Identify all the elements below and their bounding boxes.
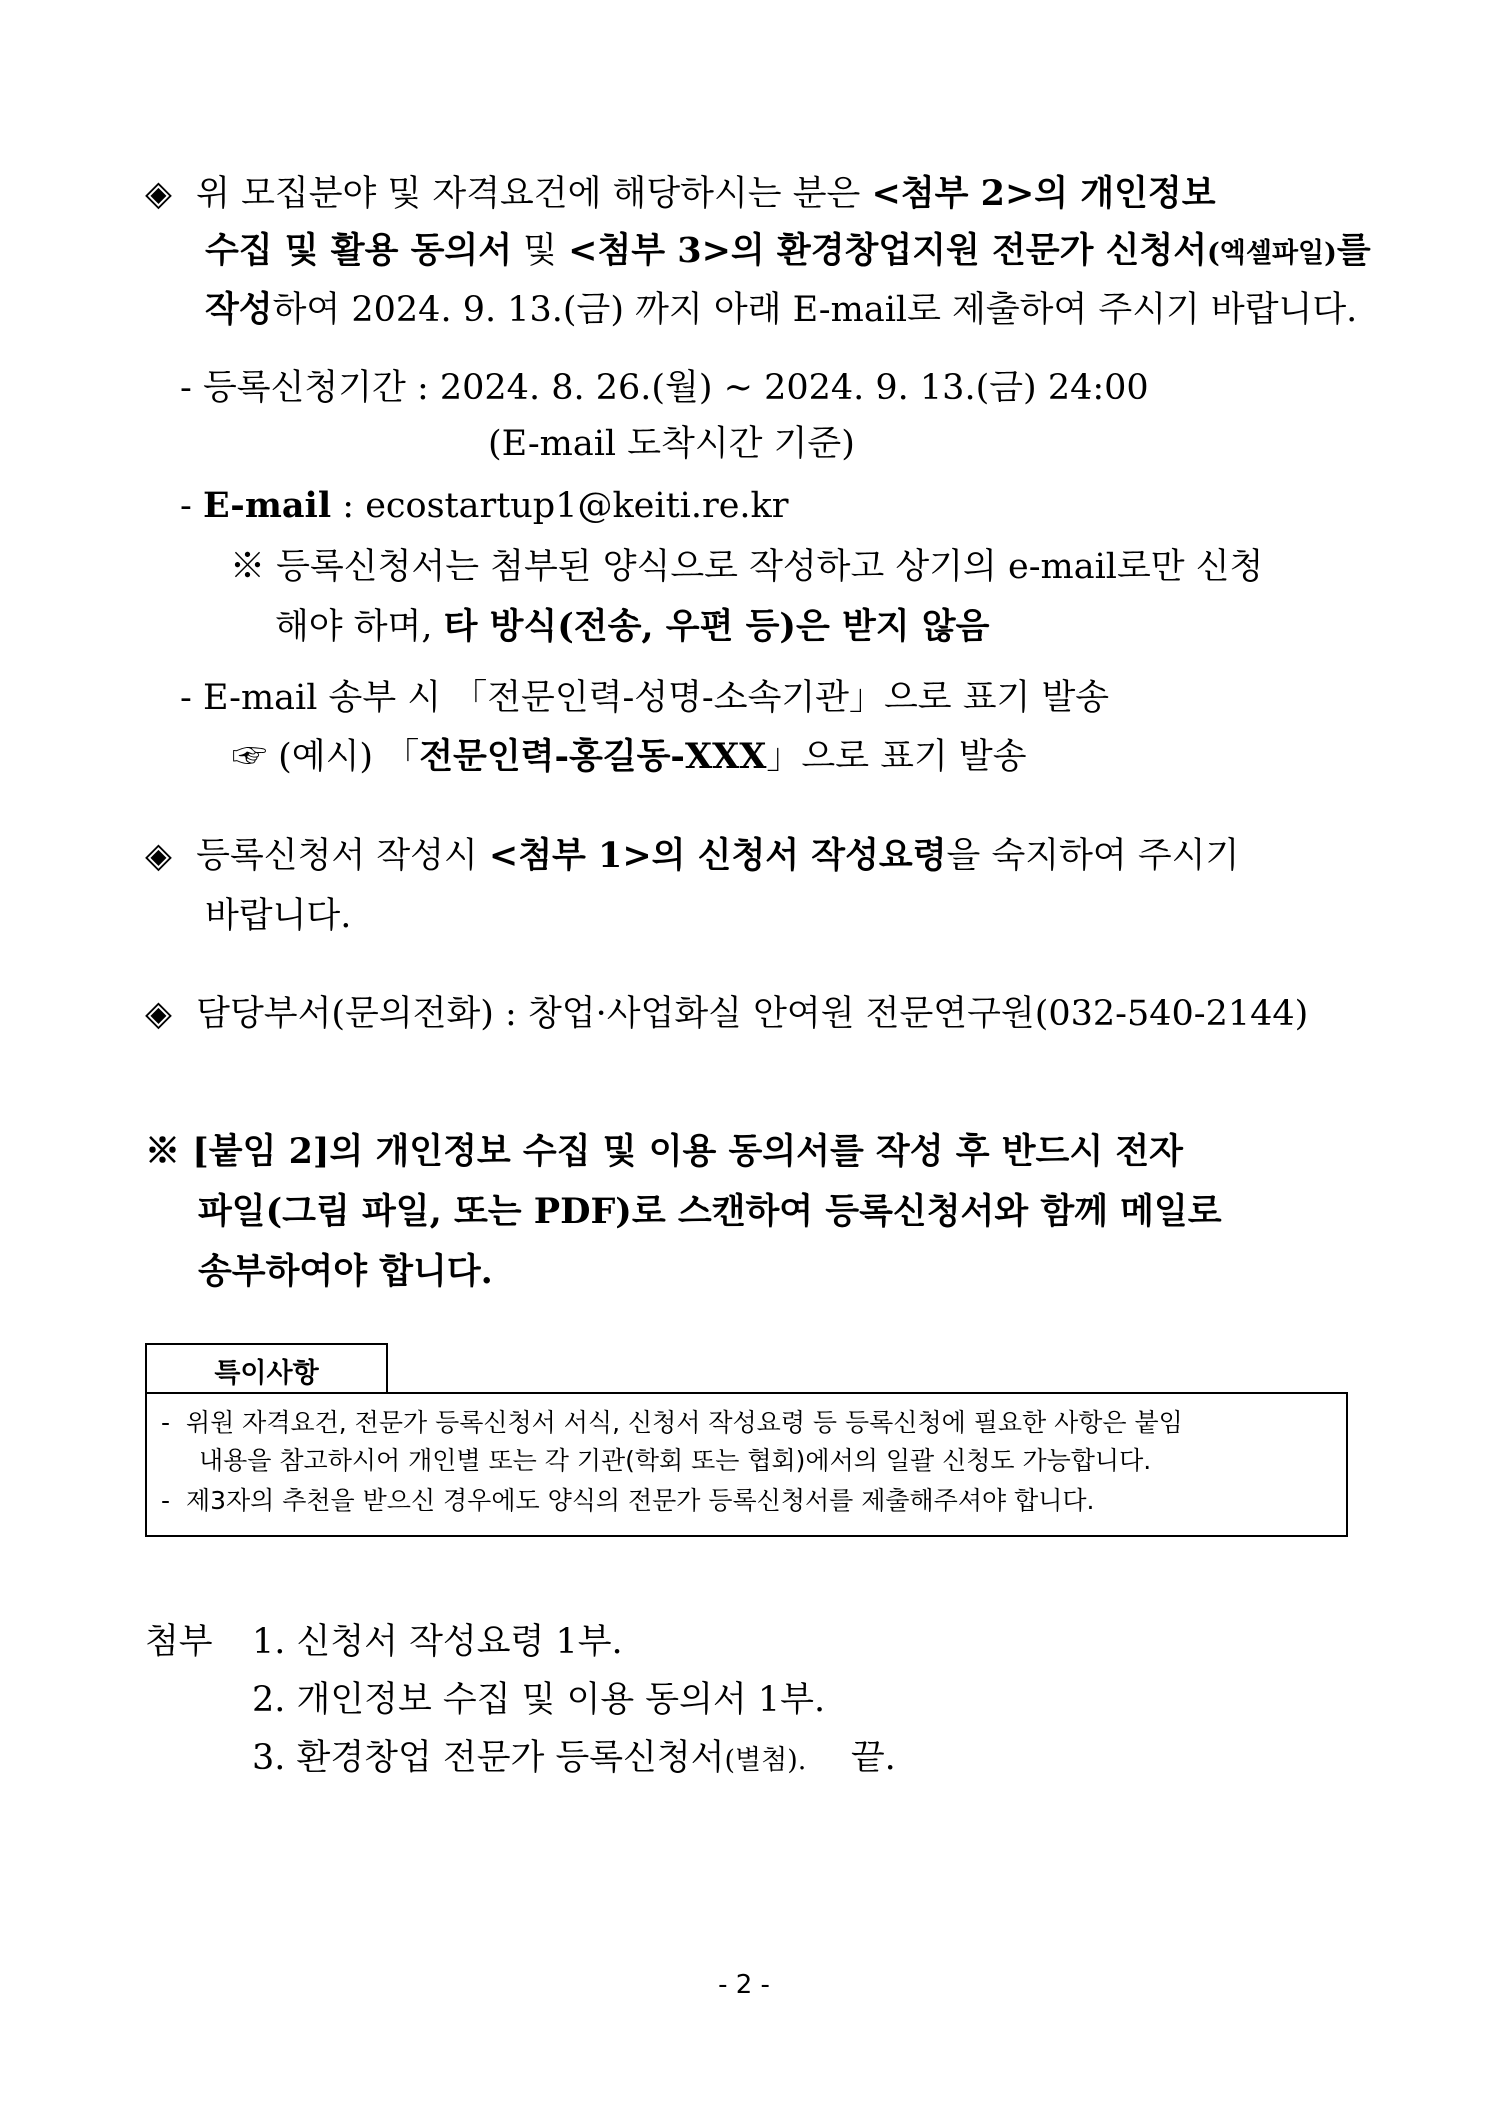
para-1-text-c: 및 [512, 231, 569, 271]
subject-example-b: 전문인력-홍길동-XXX [419, 736, 767, 777]
special-notes-title-box [145, 1343, 388, 1392]
subject-example-a: (예시) 「 [278, 737, 420, 777]
para-1-excel-note: (엑셀파일) [1207, 238, 1337, 269]
email-note-2a: 해야 하며, [275, 607, 444, 647]
dash: - [161, 1486, 171, 1515]
para-2-attach-1-ref: <첨부 1>의 신청서 작성요령 [488, 835, 947, 876]
period-label: 등록신청기간 : [202, 368, 440, 408]
subject-example-line [232, 735, 1027, 779]
para-1-deadline: 하여 2024. 9. 13.(금) 까지 아래 E-mail로 제출하여 주시기 바랍니다. [272, 290, 1358, 330]
period-value: 2024. 8. 26.(월) ~ 2024. 9. 13.(금) 24:00 [439, 368, 1149, 408]
special-item-1b: 내용을 참고하시어 개인별 또는 각 기관(학회 또는 협회)에서의 일괄 신청도 가능합니다. [199, 1446, 1152, 1475]
note-mark-icon: ※ [230, 547, 266, 587]
page-number: - 2 - [718, 1970, 770, 2000]
email-address: ecostartup1@keiti.re.kr [365, 486, 789, 526]
email-note-1: 등록신청서는 첨부된 양식으로 작성하고 상기의 e-mail로만 신청 [276, 547, 1264, 587]
email-note-2b: 타 방식(전송, 우편 등)은 받지 않음 [443, 606, 990, 647]
period-note [488, 422, 855, 466]
attachments-label [145, 1620, 213, 1664]
attachment-item-3 [252, 1736, 896, 1783]
para-2-text-a: 등록신청서 작성시 [196, 836, 489, 876]
subject-example-c: 」으로 표기 발송 [766, 737, 1027, 777]
notice-line-3 [198, 1250, 493, 1294]
notice-line-2 [198, 1190, 1222, 1234]
notice-mark-icon: ※ [145, 1131, 181, 1172]
email-note-line-2 [275, 605, 989, 649]
bullet-para-1-line-1 [145, 172, 1216, 216]
dash: - [161, 1408, 171, 1437]
email-line [180, 484, 789, 528]
para-1-attach-2-ref: <첨부 2>의 개인정보 [871, 173, 1216, 214]
pointing-hand-icon: ☞ [232, 737, 268, 777]
para-1-text-a: 위 모집분야 및 자격요건에 해당하시는 분은 [196, 174, 872, 214]
special-item-1-line-1 [161, 1408, 1183, 1438]
diamond-bullet-icon: ◈ [145, 994, 172, 1034]
email-label: E-mail [202, 485, 332, 526]
special-item-2 [161, 1486, 1094, 1516]
email-note-line-1 [230, 545, 1263, 589]
para-1-text-e: 작성 [205, 289, 273, 330]
bullet-para-2-line-1 [145, 834, 1239, 878]
special-item-1a: 위원 자격요건, 전문가 등록신청서 서식, 신청서 작성요령 등 등록신청에 필요한 사항은 붙임 [185, 1408, 1183, 1437]
attachment-item-1 [252, 1620, 623, 1664]
bullet-para-3 [145, 992, 1308, 1036]
diamond-bullet-icon: ◈ [145, 174, 172, 214]
dash: - [180, 678, 192, 718]
para-1-text-d: 를 [1336, 230, 1371, 271]
attachment-item-1-text: 1. 신청서 작성요령 1부. [252, 1622, 623, 1662]
notice-text-2: 파일(그림 파일, 또는 PDF)로 스캔하여 등록신청서와 함께 메일로 [198, 1191, 1222, 1232]
notice-text-1: [붙임 2]의 개인정보 수집 및 이용 동의서를 작성 후 반드시 전자 [192, 1131, 1183, 1172]
subject-line [180, 676, 1109, 720]
special-item-1-line-2 [199, 1446, 1151, 1476]
para-1-attach-3-ref: <첨부 3>의 환경창업지원 전문가 신청서 [568, 230, 1208, 271]
attachment-item-3-text: 3. 환경창업 전문가 등록신청서 [252, 1738, 725, 1778]
dash: - [180, 486, 192, 526]
special-notes-title: 특이사항 [214, 1358, 319, 1389]
attachments-label-text: 첨부 [145, 1622, 213, 1662]
contact-info: 담당부서(문의전화) : 창업·사업화실 안여원 전문연구원(032-540-2144) [196, 994, 1309, 1034]
period-note-text: (E-mail 도착시간 기준) [488, 424, 855, 464]
para-2-text-d: 바랍니다. [205, 896, 352, 936]
end-mark: 끝. [850, 1738, 896, 1778]
notice-text-3: 송부하여야 합니다. [198, 1251, 493, 1292]
attachment-item-3-note: (별첨). [724, 1745, 807, 1776]
dash: - [180, 368, 192, 408]
attachment-item-2-text: 2. 개인정보 수집 및 이용 동의서 1부. [252, 1680, 826, 1720]
special-item-2-text: 제3자의 추천을 받으신 경우에도 양식의 전문가 등록신청서를 제출해주셔야 합니다. [185, 1486, 1095, 1515]
para-2-text-c: 을 숙지하여 주시기 [946, 836, 1240, 876]
period-line [180, 366, 1149, 410]
special-notes-box [145, 1392, 1348, 1537]
bullet-para-1-line-3 [205, 288, 1357, 332]
subject-format: E-mail 송부 시 「전문인력-성명-소속기관」으로 표기 발송 [202, 678, 1110, 718]
bullet-para-2-line-2 [205, 894, 351, 938]
notice-line-1 [145, 1130, 1183, 1174]
attachment-item-2 [252, 1678, 825, 1722]
email-sep: : [331, 486, 366, 526]
diamond-bullet-icon: ◈ [145, 836, 172, 876]
bullet-para-1-line-2 [205, 229, 1371, 276]
para-1-text-b: 수집 및 활용 동의서 [205, 230, 513, 271]
